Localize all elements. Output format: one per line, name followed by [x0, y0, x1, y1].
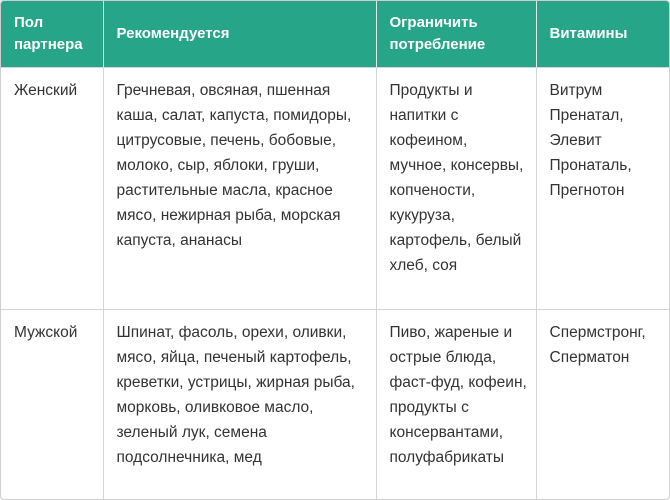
cell-limit: Продукты и напитки с кофеином, мучное, консервы, копчености, кукуруза, картофель, белый хлеб, соя	[376, 67, 536, 309]
cell-partner: Мужской	[1, 309, 103, 499]
header-recommended: Рекомендуется	[103, 1, 376, 67]
vitamin-item: Элевит Пронаталь,	[549, 131, 632, 174]
cell-recommended: Гречневая, овсяная, пшенная каша, салат, капуста, помидоры, цитрусовые, печень, бобовые, молоко, сыр, яблоки, груши, растительные масла, красное мясо, нежирная рыба, морская капуста, ананасы	[103, 67, 376, 309]
table-row	[1, 67, 669, 309]
table-row	[1, 309, 669, 499]
cell-vitamins	[536, 67, 669, 309]
vitamin-item: Витрум Пренатал,	[549, 81, 624, 124]
table-header-row	[1, 1, 669, 67]
header-vitamins: Витамины	[549, 24, 628, 42]
cell-vitamins	[536, 309, 669, 499]
cell-limit: Пиво, жареные и острые блюда, фаст-фуд, кофеин, продукты с консервантами, полуфабрикаты	[376, 309, 536, 499]
cell-partner: Женский	[1, 67, 103, 309]
cell-recommended: Шпинат, фасоль, орехи, оливки, мясо, яйца, печеный картофель, креветки, устрицы, жирная рыба, морковь, оливковое масло, зеленый лук, семена подсолнечника, мед	[103, 309, 376, 499]
header-partner: Пол партнера	[1, 1, 103, 67]
vitamin-item: Сперматон	[549, 348, 630, 366]
nutrition-table	[1, 1, 669, 499]
vitamin-item: Спермстронг,	[549, 323, 646, 341]
header-limit: Ограничить потребление	[376, 1, 536, 67]
vitamin-item: Прегнотон	[549, 181, 625, 199]
